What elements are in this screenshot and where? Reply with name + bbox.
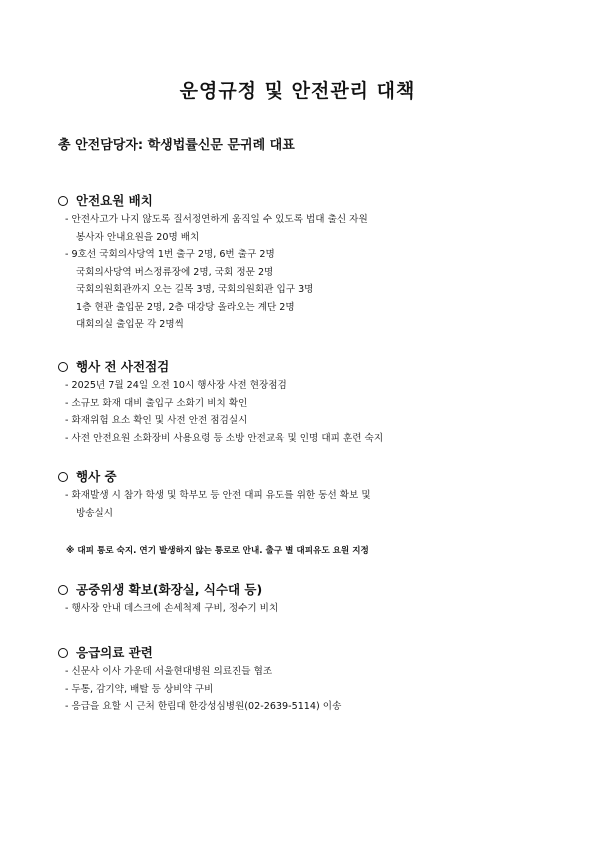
document-title: 운영규정 및 안전관리 대책 [179,80,416,102]
list-item: - 사전 안전요원 소화장비 사용요령 등 소방 안전교육 및 인명 대피 훈련 숙지 [65,432,384,444]
section-pre-event-check [57,357,557,447]
list-item-continuation: 1층 현관 출입문 2명, 2층 대강당 올라오는 계단 2명 [76,301,295,313]
list-item: - 화재발생 시 참가 학생 및 학부모 등 안전 대피 유도를 위한 동선 확보 및 [65,490,371,501]
section-heading-text: 공중위생 확보(화장실, 식수대 등) [76,582,263,597]
section-heading-text: 응급의료 관련 [76,645,153,660]
section-public-hygiene [57,580,557,618]
list-item: - 2025년 7월 24일 오전 10시 행사장 사전 현장점검 [65,380,287,391]
list-item: - 응급을 요할 시 근처 한림대 한강성심병원(02-2639-5114) 이송 [65,701,342,712]
safety-manager-line: 총 안전담당자: 학생법률신문 문귀례 대표 [58,138,295,153]
list-item: - 두통, 감기약, 배탈 등 상비약 구비 [65,683,214,695]
evacuation-note: ※ 대피 통로 숙지. 연기 발생하지 않는 통로로 안내. 출구 별 대피유도 요원 지정 [66,546,369,556]
list-item-continuation: 국회의사당역 버스정류장에 2명, 국회 정문 2명 [76,266,274,278]
circle-bullet-icon [58,585,68,595]
list-item: - 신문사 이사 가운데 서울현대병원 의료진들 협조 [65,666,273,677]
section-during-event [57,467,557,522]
circle-bullet-icon [58,196,68,206]
section-emergency-medical [57,643,557,716]
circle-bullet-icon [58,648,68,658]
section-heading [57,580,557,600]
list-item-continuation: 봉사자 안내요원을 20명 배치 [76,231,200,243]
section-heading [57,643,557,663]
list-item: - 화재위험 요소 확인 및 사전 안전 점검실시 [65,415,248,426]
list-item: - 소규모 화재 대비 출입구 소화기 비치 확인 [65,397,248,409]
section-heading [57,357,557,377]
section-heading [57,191,557,211]
section-heading-text: 행사 전 사전점검 [76,359,170,374]
list-item-continuation: 국회의원회관까지 오는 길목 3명, 국회의원회관 입구 3명 [76,284,314,295]
section-safety-staff [57,191,557,334]
list-item: - 안전사고가 나지 않도록 질서정연하게 움직일 수 있도록 법대 출신 자원 [65,214,368,225]
list-item-continuation: 대회의실 출입문 각 2명씩 [76,319,184,330]
circle-bullet-icon [58,362,68,372]
list-item: - 9호선 국회의사당역 1번 출구 2명, 6번 출구 2명 [65,249,275,260]
section-heading-text: 안전요원 배치 [76,193,153,208]
list-item-continuation: 방송실시 [76,507,114,519]
list-item: - 행사장 안내 데스크에 손세척제 구비, 정수기 비치 [65,603,279,614]
section-heading-text: 행사 중 [76,469,117,484]
section-heading [57,467,557,487]
circle-bullet-icon [58,472,68,482]
